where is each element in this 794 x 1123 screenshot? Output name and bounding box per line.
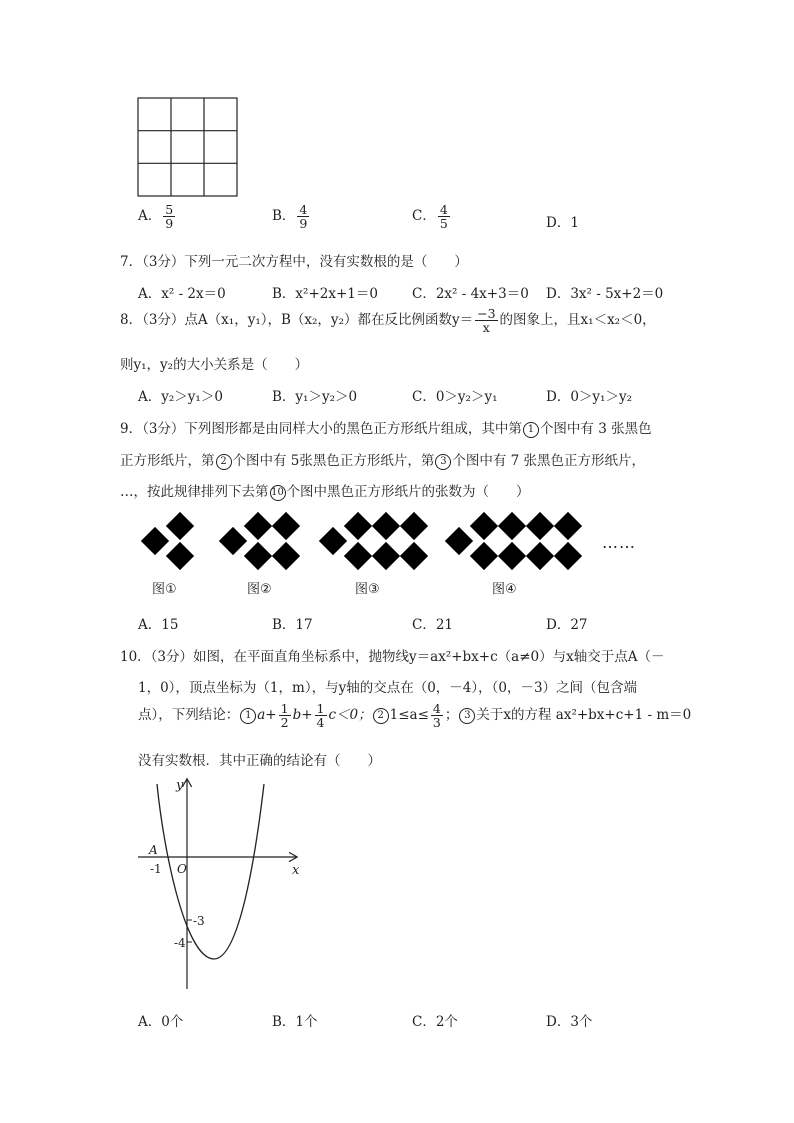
q7-option-c[interactable]: C．2x² - 4x+3＝0	[412, 286, 529, 302]
q9-stem-line1: 9．（3分）下列图形都是由同样大小的黑色正方形纸片组成，其中第 1 个图中有 3 张黑色	[120, 421, 652, 437]
pattern-square	[470, 542, 498, 570]
q10-option-c[interactable]: C．2个	[412, 1014, 458, 1030]
x-tick-neg1: -1	[150, 862, 162, 876]
pattern-square	[344, 542, 372, 570]
q6-option-c[interactable]: C． $\frac{4}{5}$	[412, 202, 448, 232]
pattern-square	[319, 527, 347, 555]
x-axis-label: x	[292, 863, 300, 878]
q10-parabola-graph	[136, 774, 306, 994]
q6-option-a[interactable]: A． $\frac{5}{9}$	[138, 202, 174, 232]
pattern-square	[554, 512, 582, 540]
pattern-square	[445, 527, 473, 555]
q7-option-a[interactable]: A．x² - 2x＝0	[138, 286, 226, 302]
q10-stem-line2: 1，0），顶点坐标为（1，m），与y轴的交点在（0，－4），（0，－3）之间（包含端	[138, 680, 638, 696]
figure-label-1: 图①	[152, 582, 177, 597]
q9-option-c[interactable]: C．21	[412, 617, 454, 633]
q6-option-c-fraction: $\frac{4}{5}$	[439, 202, 448, 232]
q10-stem-line4: 没有实数根．其中正确的结论有（ ）	[138, 753, 381, 769]
point-a-label: A	[149, 843, 158, 857]
pattern-square	[272, 542, 300, 570]
circled-number: 1	[523, 422, 539, 438]
q10-stem-line1: 10．（3分）如图，在平面直角坐标系中，抛物线y＝ax²+bx+c（a≠0）与x轴交于点A（－	[120, 649, 665, 665]
figure-label-2: 图②	[247, 582, 272, 597]
circled-number: 10	[270, 485, 286, 501]
q8-stem-line2: 则y₁，y₂的大小关系是（ ）	[120, 357, 309, 373]
q9-option-d[interactable]: D．27	[546, 617, 588, 633]
pattern-4	[445, 512, 582, 570]
q8-option-a[interactable]: A．y₂＞y₁＞0	[138, 389, 223, 405]
pattern-3	[319, 512, 428, 570]
circled-number: 1	[240, 708, 256, 724]
q7-option-d[interactable]: D．3x² - 5x+2＝0	[546, 286, 664, 302]
q10-option-a[interactable]: A．0个	[138, 1014, 184, 1030]
y-axis-label: y	[176, 778, 184, 793]
pattern-square	[526, 512, 554, 540]
q6-grid-figure	[136, 96, 240, 198]
pattern-square	[498, 542, 526, 570]
y-tick-neg3: -3	[193, 914, 205, 928]
circled-number: 3	[459, 708, 475, 724]
circled-number: 2	[216, 454, 232, 470]
q6-option-d[interactable]: D．1	[546, 215, 579, 231]
pattern-square	[400, 542, 428, 570]
q10-option-b[interactable]: B．1个	[272, 1014, 318, 1030]
q8-option-c[interactable]: C．0＞y₂＞y₁	[412, 389, 498, 405]
pattern-square	[554, 542, 582, 570]
figure-label-4: 图④	[492, 582, 517, 597]
q8-option-d[interactable]: D．0＞y₁＞y₂	[546, 389, 632, 405]
q10-option-d[interactable]: D．3个	[546, 1014, 593, 1030]
q9-option-a[interactable]: A．15	[138, 617, 179, 633]
pattern-square	[244, 512, 272, 540]
pattern-square	[219, 527, 247, 555]
origin-label: O	[177, 862, 187, 876]
q9-stem-line3: …，按此规律排列下去第 10 个图中黑色正方形纸片的张数为（ ）	[120, 484, 530, 500]
q8-option-b[interactable]: B．y₁＞y₂＞0	[272, 389, 358, 405]
q9-option-b[interactable]: B．17	[272, 617, 313, 633]
y-tick-neg4: -4	[174, 936, 186, 950]
pattern-ellipsis: ……	[602, 533, 636, 552]
q8-stem: 8．（3分）点A（x₁，y₁），B（x₂，y₂）都在反比例函数y＝ $\frac{-3}{x}$ 的图象上，且x₁＜x₂＜0，	[120, 306, 656, 336]
pattern-square	[526, 542, 554, 570]
parabola-curve	[157, 784, 264, 959]
pattern-1	[141, 512, 194, 570]
q10-stem-line3: 点），下列结论： 1 a+ $\frac{1}{2}$ b+ $\frac{1}{4}$ c＜0； 2 1≤a≤ $\frac{4}{3}$ ； 3 关于x的方程 ax²+bx+c+1 - m＝0	[138, 701, 692, 731]
q9-stem-line2: 正方形纸片，第 2 个图中有 5张黑色正方形纸片，第 3 个图中有 7 张黑色正方形纸片，	[120, 453, 646, 469]
figure-label-3: 图③	[355, 582, 380, 597]
circled-number: 2	[373, 708, 389, 724]
pattern-2	[219, 512, 300, 570]
pattern-square	[141, 527, 169, 555]
q7-option-b[interactable]: B．x²+2x+1＝0	[272, 286, 378, 302]
pattern-square	[166, 512, 194, 540]
q6-option-b-fraction: $\frac{4}{9}$	[299, 202, 308, 232]
q7-stem: 7．（3分）下列一元二次方程中，没有实数根的是（ ）	[120, 254, 468, 270]
pattern-square	[470, 512, 498, 540]
circled-number: 3	[435, 454, 451, 470]
pattern-square	[498, 512, 526, 540]
q8-fraction: $\frac{-3}{x}$	[477, 306, 496, 336]
pattern-square	[166, 542, 194, 570]
pattern-square	[372, 542, 400, 570]
pattern-square	[400, 512, 428, 540]
pattern-square	[272, 512, 300, 540]
pattern-square	[244, 542, 272, 570]
q9-pattern-figure	[136, 510, 606, 580]
pattern-square	[372, 512, 400, 540]
pattern-square	[344, 512, 372, 540]
q6-option-b[interactable]: B． $\frac{4}{9}$	[272, 202, 308, 232]
q6-option-a-fraction: $\frac{5}{9}$	[165, 202, 174, 232]
